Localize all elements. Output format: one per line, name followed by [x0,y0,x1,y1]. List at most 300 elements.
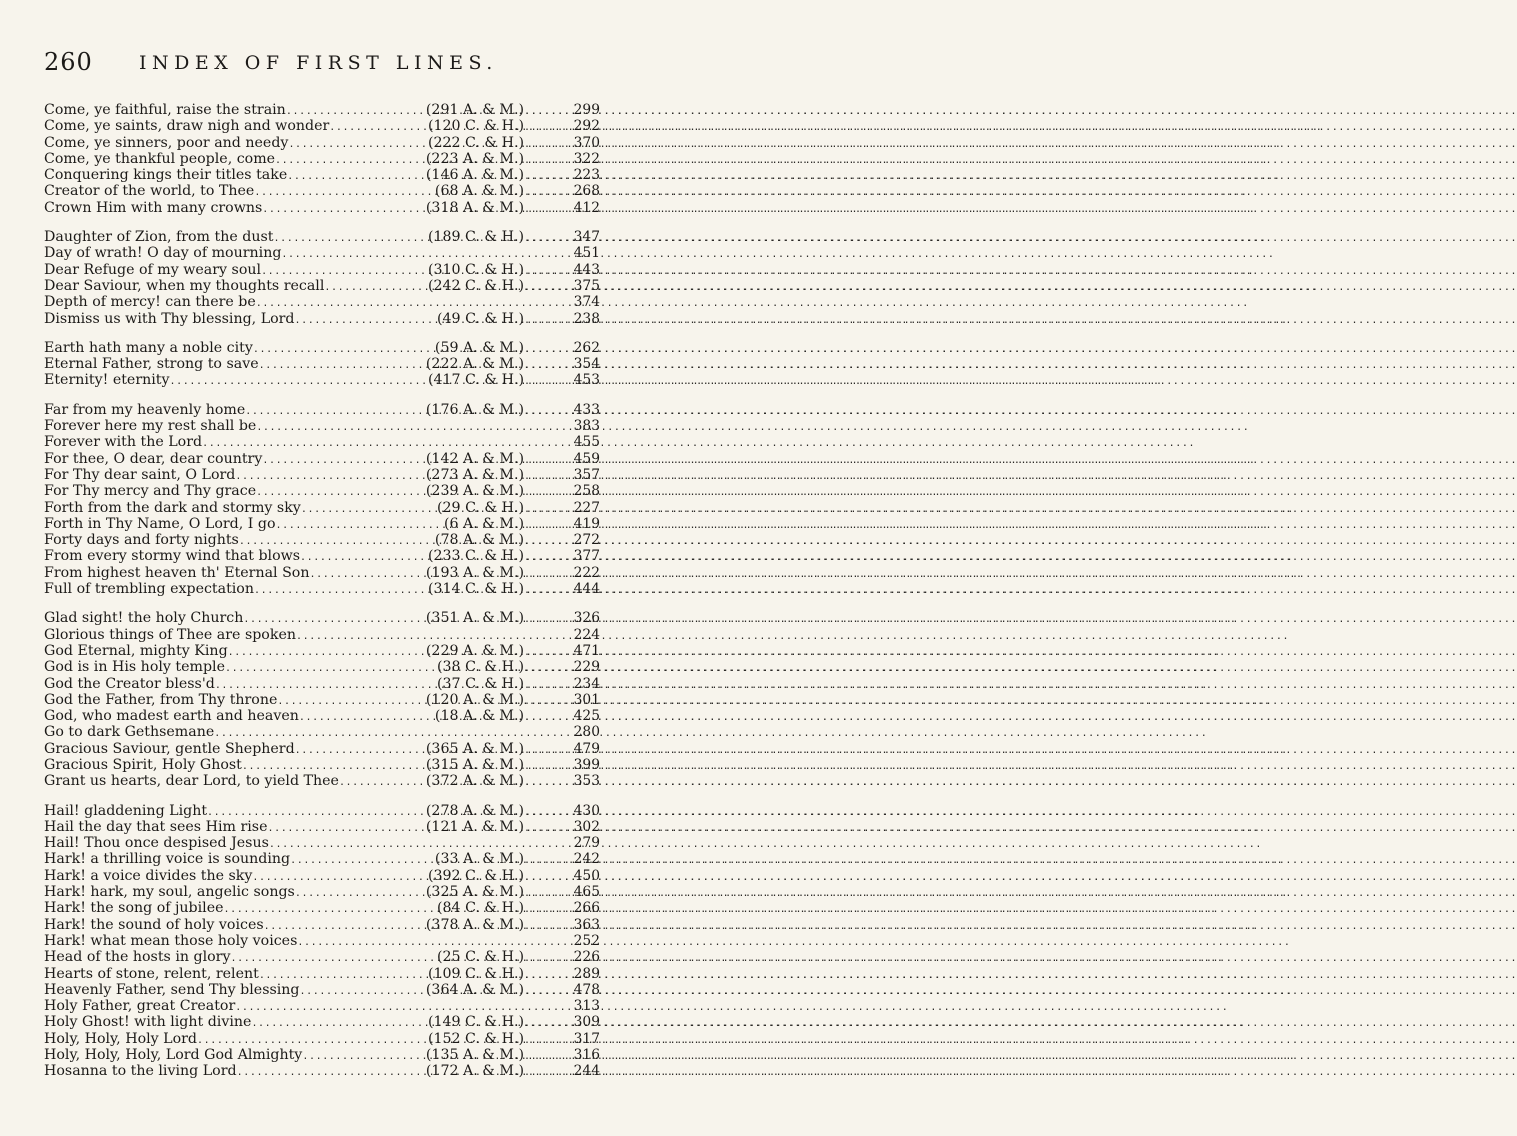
dot-leader [299,710,435,726]
first-line-text: Dear Refuge of my weary soul [44,261,262,278]
hymnal-reference: (364 A. & M.) [425,981,524,998]
dot-leader [524,612,562,628]
dot-leader [524,404,562,420]
hymnal-reference: (38 C. & H.) [436,659,524,676]
hymnal-reference: (120 A. & M.) [425,691,524,708]
hymnal-reference: (146 A. & M.) [425,167,524,184]
first-line-text: Hark! the song of jubilee [44,900,224,917]
first-line-text: Head of the hosts in glory [44,949,231,966]
page-reference: 292 [573,118,600,135]
hymnal-reference: (193 A. & M.) [425,564,524,581]
first-line-text: Conquering kings their titles take [44,167,288,184]
dot-leader [524,678,562,694]
first-line-text: Holy Father, great Creator [44,998,236,1015]
dot-leader [524,1033,562,1049]
index-entry [44,1031,600,1047]
first-line-text: Eternity! eternity [44,372,170,389]
first-line-text: Holy, Holy, Holy Lord [44,1030,198,1047]
first-line-text: Day of wrath! O day of mourning [44,245,282,262]
first-line-text: Creator of the world, to Thee [44,183,255,200]
page-reference: 317 [573,1030,600,1047]
index-letter-group [44,229,600,327]
first-line-text: Crown Him with many crowns [44,199,263,216]
index-entry [44,610,600,626]
dot-leader [276,518,444,534]
hymnal-reference: (392 C. & H.) [427,867,524,884]
page-reference: 222 [573,564,600,581]
dot-leader [524,358,562,374]
first-line-text: Dear Saviour, when my thoughts recall [44,277,325,294]
hymnal-reference: (351 A. & M.) [425,610,524,627]
index-entry [44,773,600,789]
dot-leader [254,185,435,201]
first-line-text: God, who madest earth and heaven [44,708,299,725]
index-entry [44,949,600,965]
dot-leader [339,775,426,791]
dot-leader [524,1049,562,1065]
index-entry [44,548,600,564]
first-line-text: Far from my heavenly home [44,401,246,418]
index-entry [44,451,600,467]
index-entry [44,500,600,516]
index-entry [44,900,600,916]
hymnal-reference: (6 A. & M.) [443,515,524,532]
first-line-text: Come, ye thankful people, come [44,150,276,167]
dot-leader [524,968,562,984]
hymnal-reference: (372 A. & M.) [425,773,524,790]
dot-leader [524,1065,562,1081]
index-entry [44,311,600,327]
index-entry [44,868,600,884]
index-entry [44,467,600,483]
dot-leader [524,1016,562,1032]
hymnal-reference: (222 A. & M.) [425,356,524,373]
index-letter-group [44,340,600,389]
first-line-text: Hearts of stone, relent, relent [44,965,259,982]
page-reference: 227 [573,499,600,516]
dot-leader [300,984,426,1000]
dot-leader [170,374,428,390]
first-line-text: Hark! the sound of holy voices [44,916,264,933]
index-entry [44,982,600,998]
index-entry [44,340,600,356]
hymnal-reference: (223 A. & M.) [425,150,524,167]
page-reference: 279 [573,835,600,852]
hymnal-reference: (25 C. & H.) [436,949,524,966]
first-line-text: Go to dark Gethsemane [44,724,215,741]
first-line-text: Dismiss us with Thy blessing, Lord [44,310,295,327]
page-reference: 444 [573,581,600,598]
first-line-text: God Eternal, mighty King [44,642,228,659]
first-line-text: Hark! what mean those holy voices [44,932,298,949]
page-reference: 363 [573,916,600,933]
index-entry [44,1014,600,1030]
hymnal-reference: (315 A. & M.) [425,756,524,773]
dot-leader [295,743,426,759]
dot-leader [277,694,426,710]
hymnal-reference: (310 C. & H.) [427,261,524,278]
dot-leader [524,583,562,599]
page-reference: 299 [573,102,600,118]
dot-leader [524,374,562,390]
dot-leader [524,202,562,218]
page-reference: 383 [573,418,600,435]
hymnal-reference: (68 A. & M.) [434,183,524,200]
first-line-text: Glorious things of Thee are spoken [44,626,296,643]
page-reference: 244 [573,1063,600,1080]
dot-leader [524,453,562,469]
page-reference: 280 [573,724,600,741]
dot-leader [524,661,562,677]
page-header [44,48,604,78]
dot-leader [524,280,562,296]
first-line-text: Grant us hearts, dear Lord, to yield Thee [44,773,339,790]
hymnal-reference: (233 C. & H.) [427,548,524,565]
dot-leader [524,951,562,967]
index-entry [44,884,600,900]
page-reference: 226 [573,949,600,966]
first-line-text: Come, ye faithful, raise the strain [44,102,286,118]
page-reference: 322 [573,150,600,167]
dot-leader [524,710,562,726]
page-reference: 313 [573,998,600,1015]
page-reference: 229 [573,659,600,676]
index-entry [44,200,600,216]
hymnal-reference: (135 A. & M.) [425,1047,524,1064]
dot-leader [262,453,426,469]
page-reference: 262 [573,339,600,356]
index-entry [44,229,600,245]
dot-leader [524,342,562,358]
first-line-text: Hosanna to the living Lord [44,1063,237,1080]
index-entry [44,245,600,261]
hymnal-reference: (59 A. & M.) [434,339,524,356]
dot-leader [524,518,562,534]
dot-leader [524,502,562,518]
page-reference: 374 [573,294,600,311]
page-reference: 375 [573,277,600,294]
hymnal-reference: (189 C. & H.) [427,229,524,246]
hymnal-reference: (278 A. & M.) [425,802,524,819]
first-line-text: Earth hath many a noble city [44,339,253,356]
hymnal-reference: (33 A. & M.) [434,851,524,868]
dot-leader [230,951,437,967]
page-reference: 430 [573,802,600,819]
dot-leader [275,153,426,169]
page-reference: 309 [573,1014,600,1031]
index-entry [44,724,600,740]
page-reference: 289 [573,965,600,982]
first-line-text: From every stormy wind that blows [44,548,301,565]
page-reference: 443 [573,261,600,278]
index-of-first-lines [44,102,600,1093]
dot-leader [256,420,562,436]
dot-leader [524,870,562,886]
page-reference: 326 [573,610,600,627]
page-title: INDEX OF FIRST LINES. [139,52,498,74]
dot-leader [524,919,562,935]
index-entry [44,659,600,675]
page-reference: 302 [573,818,600,835]
page-reference: 471 [573,642,600,659]
page-reference: 425 [573,708,600,725]
first-line-text: Gracious Spirit, Holy Ghost [44,756,242,773]
page-reference: 347 [573,229,600,246]
index-entry [44,402,600,418]
page-reference: 301 [573,691,600,708]
index-letter-group [44,803,600,1080]
first-line-text: Heavenly Father, send Thy blessing [44,981,300,998]
hymnal-reference: (18 A. & M.) [434,708,524,725]
dot-leader [524,886,562,902]
dot-leader [295,886,426,902]
hymnal-reference: (84 C. & H.) [436,900,524,917]
index-entry [44,434,600,450]
page-reference: 478 [573,981,600,998]
dot-leader [251,1016,428,1032]
index-entry [44,483,600,499]
index-entry [44,1063,600,1079]
page-number: 260 [44,48,93,76]
index-entry [44,262,600,278]
hymnal-reference: (152 C. & H.) [427,1030,524,1047]
hymnal-reference: (291 A. & M.) [425,102,524,118]
page-reference: 258 [573,483,600,500]
first-line-text: Eternal Father, strong to save [44,356,259,373]
index-entry [44,708,600,724]
index-entry [44,933,600,949]
dot-leader [524,185,562,201]
first-line-text: Holy, Holy, Holy, Lord God Almighty [44,1047,303,1064]
hymnal-reference: (142 A. & M.) [425,450,524,467]
index-entry [44,819,600,835]
page-reference: 268 [573,183,600,200]
index-entry [44,102,600,118]
hymnal-reference: (222 C. & H.) [427,134,524,151]
dot-leader [524,469,562,485]
hymnal-reference: (417 C. & H.) [427,372,524,389]
dot-leader [225,661,437,677]
hymnal-reference: (49 C. & H.) [436,310,524,327]
dot-leader [524,313,562,329]
first-line-text: Forever here my rest shall be [44,418,257,435]
dot-leader [524,485,562,501]
dot-leader [524,231,562,247]
index-entry [44,294,600,310]
hymnal-reference: (365 A. & M.) [425,740,524,757]
dot-leader [524,805,562,821]
page-reference: 419 [573,515,600,532]
page-reference: 455 [573,434,600,451]
page-reference: 412 [573,199,600,216]
dot-leader [524,743,562,759]
page-reference: 465 [573,884,600,901]
page-reference: 234 [573,675,600,692]
dot-leader [273,231,427,247]
page-reference: 451 [573,245,600,262]
page-reference: 266 [573,900,600,917]
page-reference: 479 [573,740,600,757]
hymnal-reference: (176 A. & M.) [425,401,524,418]
page-reference: 459 [573,450,600,467]
first-line-text: Gracious Saviour, gentle Shepherd [44,740,295,757]
hymnal-reference: (78 A. & M.) [434,532,524,549]
first-line-text: God the Father, from Thy throne [44,691,278,708]
index-entry [44,757,600,773]
dot-leader [228,645,426,661]
first-line-text: Hark! hark, my soul, angelic songs [44,884,295,901]
hymnal-reference: (29 C. & H.) [436,499,524,516]
dot-leader [524,759,562,775]
index-entry [44,135,600,151]
dot-leader [524,694,562,710]
first-line-text: Holy Ghost! with light divine [44,1014,252,1031]
page-reference: 223 [573,167,600,184]
dot-leader [524,567,562,583]
page-reference: 370 [573,134,600,151]
index-entry [44,118,600,134]
index-entry [44,741,600,757]
dot-leader [524,853,562,869]
first-line-text: Forty days and forty nights [44,532,239,549]
page-reference: 433 [573,401,600,418]
index-entry [44,627,600,643]
dot-leader [524,120,562,136]
dot-leader [235,469,426,485]
index-entry [44,1047,600,1063]
page-reference: 450 [573,867,600,884]
index-entry [44,565,600,581]
first-line-text: For Thy mercy and Thy grace [44,483,257,500]
first-line-text: Hail the day that sees Him rise [44,818,268,835]
page-reference: 252 [573,932,600,949]
first-line-text: Hark! a thrilling voice is sounding [44,851,291,868]
dot-leader [259,358,426,374]
dot-leader [524,902,562,918]
dot-leader [301,502,437,518]
hymnal-reference: (37 C. & H.) [436,675,524,692]
index-entry [44,966,600,982]
index-entry [44,851,600,867]
dot-leader [287,169,426,185]
dot-leader [254,583,428,599]
page-reference: 399 [573,756,600,773]
index-letter-group [44,402,600,598]
hymnal-reference: (172 A. & M.) [425,1063,524,1080]
first-line-text: From highest heaven th' Eternal Son [44,564,310,581]
index-entry [44,676,600,692]
first-line-text: God the Creator bless'd [44,675,215,692]
hymnal-reference: (109 C. & H.) [427,965,524,982]
index-entry [44,532,600,548]
hymnal-reference: (121 A. & M.) [425,818,524,835]
dot-leader [524,645,562,661]
dot-leader [262,202,426,218]
page-reference: 224 [573,626,600,643]
page-reference: 377 [573,548,600,565]
dot-leader [524,169,562,185]
hymnal-reference: (378 A. & M.) [425,916,524,933]
dot-leader [267,821,425,837]
dot-leader [524,984,562,1000]
dot-leader [300,550,428,566]
dot-leader [245,404,426,420]
dot-leader [237,1065,426,1081]
index-entry [44,167,600,183]
first-line-text: Hail! Thou once despised Jesus [44,835,269,852]
dot-leader [524,153,562,169]
dot-leader [524,534,562,550]
index-entry [44,581,600,597]
index-entry [44,183,600,199]
first-line-text: Forth in Thy Name, O Lord, I go [44,515,276,532]
dot-leader [324,280,428,296]
index-entry [44,418,600,434]
first-line-text: Depth of mercy! can there be [44,294,256,311]
first-line-text: Hail! gladdening Light [44,802,208,819]
index-letter-group [44,102,600,216]
dot-leader [288,137,428,153]
page-reference: 238 [573,310,600,327]
index-entry [44,516,600,532]
index-entry [44,917,600,933]
index-entry [44,803,600,819]
first-line-text: Daughter of Zion, from the dust [44,229,274,246]
first-line-text: Forth from the dark and stormy sky [44,499,301,516]
dot-leader [524,775,562,791]
dot-leader [310,567,426,583]
first-line-text: God is in His holy temple [44,659,225,676]
index-entry [44,151,600,167]
index-entry [44,372,600,388]
dot-leader [253,342,435,358]
hymnal-reference: (273 A. & M.) [425,466,524,483]
dot-leader [295,313,437,329]
hymnal-reference: (314 C. & H.) [427,581,524,598]
hymnal-reference: (325 A. & M.) [425,884,524,901]
page-reference: 354 [573,356,600,373]
index-entry [44,356,600,372]
first-line-text: Full of trembling expectation [44,581,254,598]
dot-leader [290,853,435,869]
index-entry [44,998,600,1014]
index-entry [44,278,600,294]
page-reference: 353 [573,773,600,790]
index-entry [44,692,600,708]
dot-leader [524,821,562,837]
page-reference: 242 [573,851,600,868]
first-line-text: For Thy dear saint, O Lord [44,466,236,483]
dot-leader [524,104,562,120]
first-line-text: Forever with the Lord [44,434,203,451]
hymnal-reference: (242 C. & H.) [427,277,524,294]
page-reference: 357 [573,466,600,483]
page-reference: 453 [573,372,600,389]
first-line-text: Come, ye saints, draw nigh and wonder [44,118,330,135]
hymnal-reference: (149 C. & H.) [427,1014,524,1031]
first-line-text: Hark! a voice divides the sky [44,867,253,884]
dot-leader [524,137,562,153]
page-reference: 316 [573,1047,600,1064]
index-letter-group [44,610,600,789]
dot-leader [524,264,562,280]
first-line-text: For thee, O dear, dear country [44,450,263,467]
first-line-text: Glad sight! the holy Church [44,610,244,627]
hymnal-reference: (239 A. & M.) [425,483,524,500]
dot-leader [524,550,562,566]
hymnal-reference: (229 A. & M.) [425,642,524,659]
index-entry [44,643,600,659]
